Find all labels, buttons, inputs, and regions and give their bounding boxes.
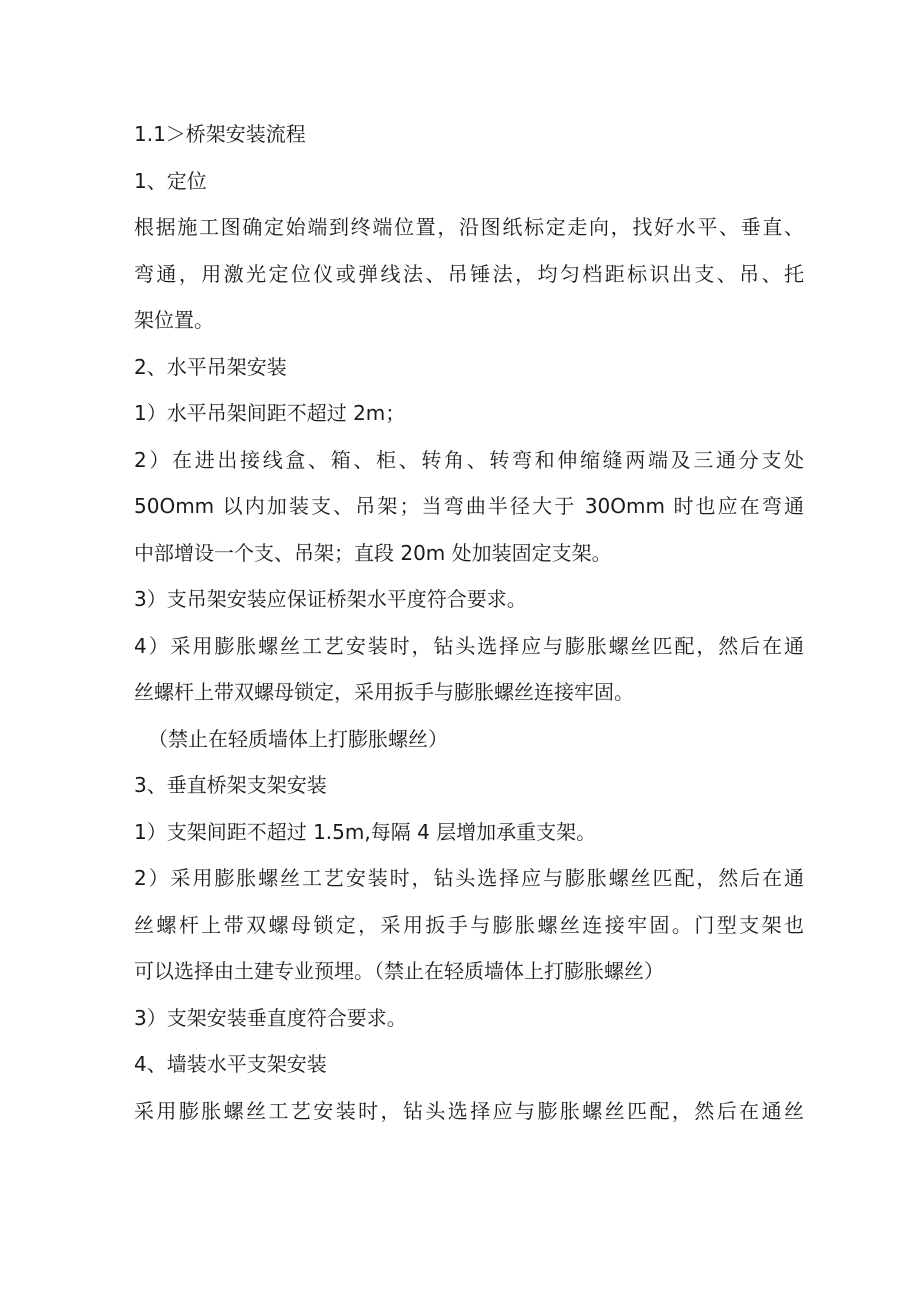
list-item-continued: 丝螺杆上带双螺母锁定，采用扳手与膨胀螺丝连接牢固。门型支架也 bbox=[134, 912, 804, 937]
paragraph-line: 架位置。 bbox=[134, 308, 214, 332]
subsection-heading: 4、墙装水平支架安装 bbox=[134, 1052, 327, 1076]
document-body bbox=[134, 111, 804, 1134]
paragraph-line: 采用膨胀螺丝工艺安装时，钻头选择应与膨胀螺丝匹配，然后在通丝 bbox=[134, 1098, 804, 1123]
list-item-continued: 丝螺杆上带双螺母锁定，采用扳手与膨胀螺丝连接牢固。 bbox=[134, 680, 634, 704]
list-item: 3）支架安装垂直度符合要求。 bbox=[134, 1005, 407, 1030]
list-item-continued: 50Omm 以内加装支、吊架；当弯曲半径大于 30Omm 时也应在弯通 bbox=[134, 494, 804, 518]
list-item: 4）采用膨胀螺丝工艺安装时，钻头选择应与膨胀螺丝匹配，然后在通 bbox=[134, 633, 804, 658]
subsection-heading: 2、水平吊架安装 bbox=[134, 354, 287, 379]
subsection-heading: 3、垂直桥架支架安装 bbox=[134, 773, 327, 797]
list-item: 1）水平吊架间距不超过 2m； bbox=[134, 401, 406, 425]
list-item: 2）在进出接线盒、箱、柜、转角、转弯和伸缩缝两端及三通分支处 bbox=[134, 447, 804, 472]
subsection-heading: 1、定位 bbox=[134, 168, 207, 193]
paragraph-line: 弯通，用激光定位仪或弹线法、吊锤法，均匀档距标识出支、吊、托 bbox=[134, 261, 804, 286]
list-item: 3）支吊架安装应保证桥架水平度符合要求。 bbox=[134, 587, 527, 611]
list-item-continued: 中部增设一个支、吊架；直段 20m 处加装固定支架。 bbox=[134, 540, 612, 565]
list-item: 1）支架间距不超过 1.5m,每隔 4 层增加承重支架。 bbox=[134, 819, 597, 844]
list-item-continued: 可以选择由土建专业预埋。（禁止在轻质墙体上打膨胀螺丝） bbox=[134, 959, 664, 983]
note-line: （禁止在轻质墙体上打膨胀螺丝） bbox=[148, 726, 448, 751]
list-item: 2）采用膨胀螺丝工艺安装时，钻头选择应与膨胀螺丝匹配，然后在通 bbox=[134, 866, 804, 890]
paragraph-line: 根据施工图确定始端到终端位置，沿图纸标定走向，找好水平、垂直、 bbox=[134, 215, 804, 239]
section-heading: 1.1＞桥架安装流程 bbox=[134, 122, 306, 146]
